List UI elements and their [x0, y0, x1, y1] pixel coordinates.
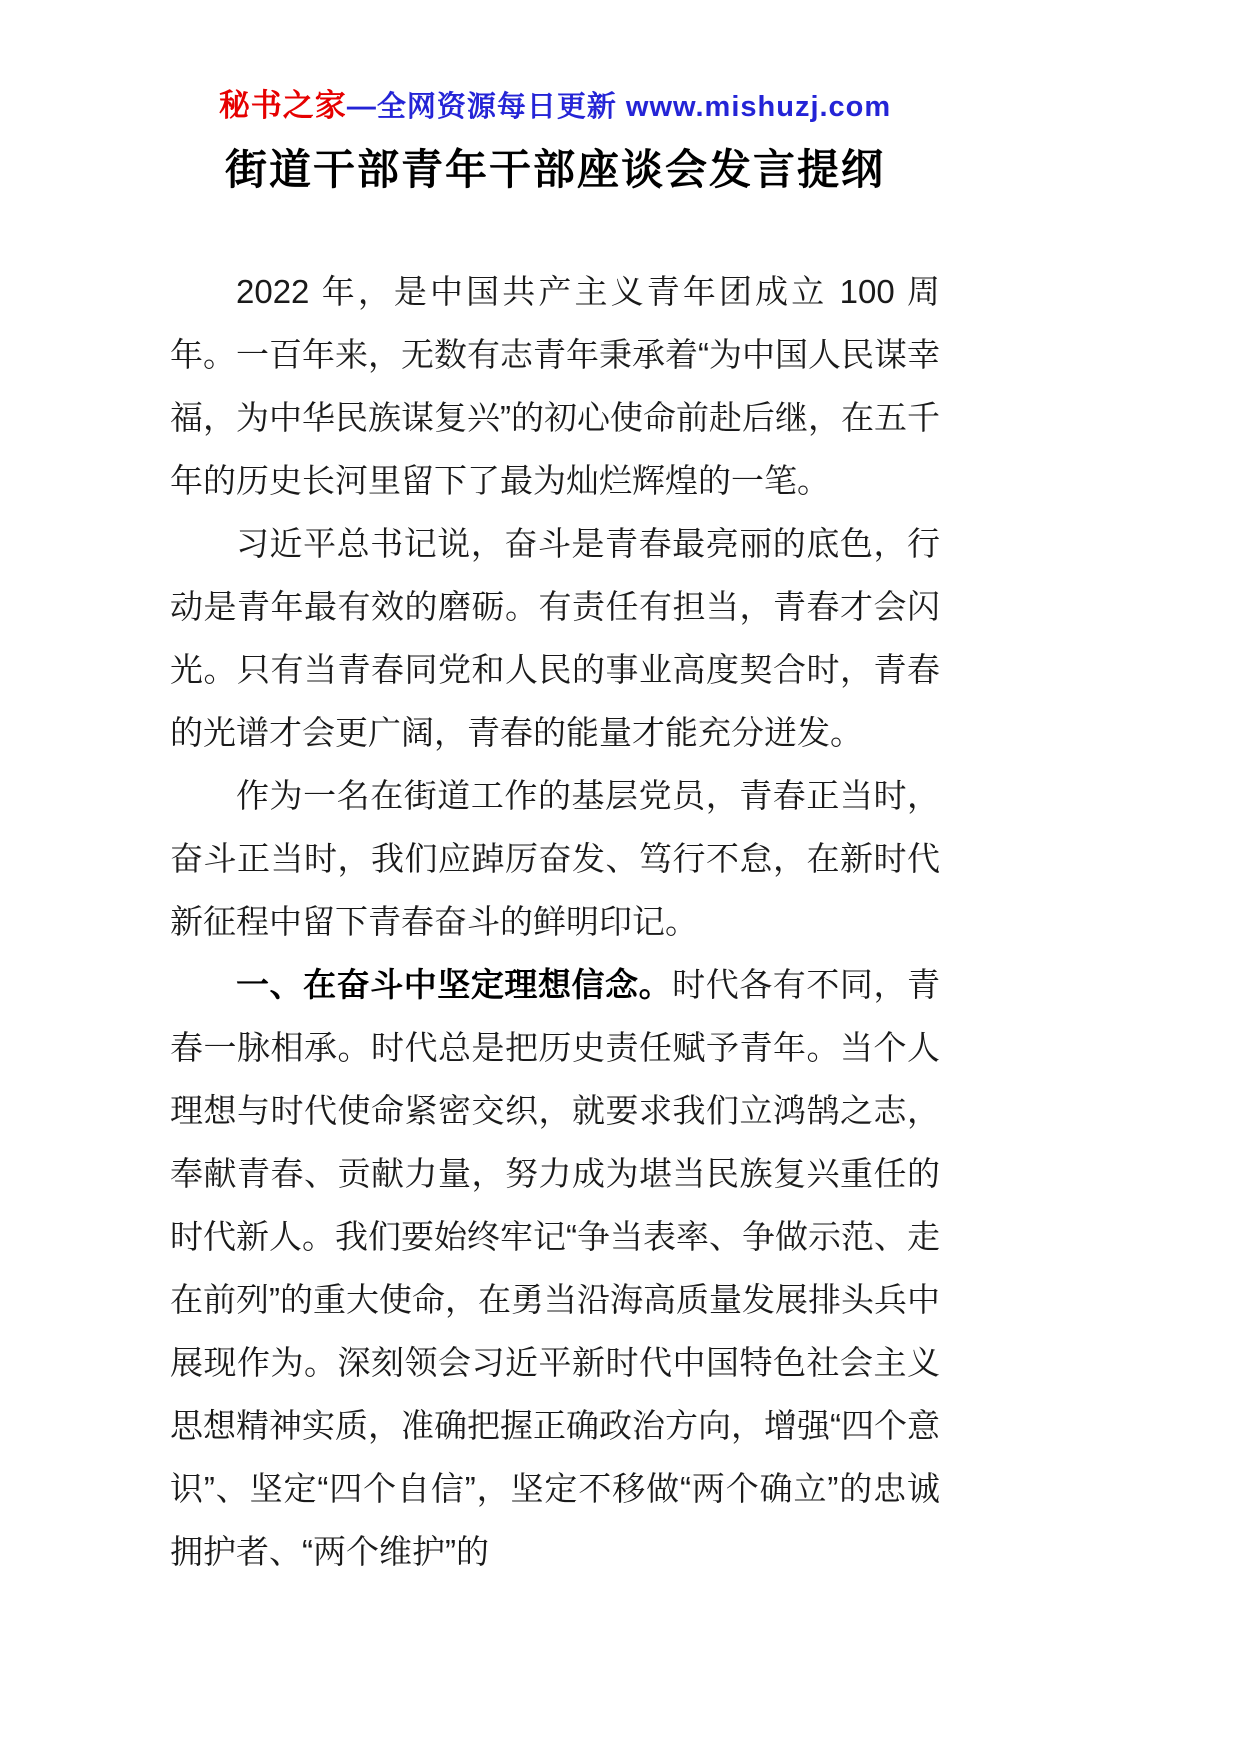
- site-brand: 秘书之家: [218, 88, 347, 123]
- paragraph: 作为一名在街道工作的基层党员，青春正当时，奋斗正当时，我们应踔厉奋发、笃行不怠，在新时代新征程中留下青春奋斗的鲜明印记。: [170, 776, 940, 940]
- header-separator: —: [346, 91, 377, 123]
- document-body: [170, 260, 940, 1583]
- paragraph: 习近平总书记说，奋斗是青春最亮丽的底色，行动是青年最有效的磨砺。有责任有担当，青春才会闪光。只有当青春同党和人民的事业高度契合时，青春的光谱才会更广阔，青春的能量才能充分迸发。: [170, 524, 940, 751]
- paragraph: 一、在奋斗中坚定理想信念。时代各有不同，青春一脉相承。时代总是把历史责任赋予青年。当个人理想与时代使命紧密交织，就要求我们立鸿鹄之志，奉献青春、贡献力量，努力成为堪当民族复兴重任的时代新人。我们要始终牢记“争当表率、争做示范、走在前列”的重大使命，在勇当沿海高质量发展排头兵中展现作为。深刻领会习近平新时代中国特色社会主义思想精神实质，准确把握正确政治方向，增强“四个意识”、坚定“四个自信”，坚定不移做“两个确立”的忠诚拥护者、“两个维护”的: [170, 965, 941, 1570]
- paragraph: 2022 年，是中国共产主义青年团成立 100 周年。一百年来，无数有志青年秉承着“为中国人民谋幸福，为中华民族谋复兴”的初心使命前赴后继，在五千年的历史长河里留下了最为灿烂辉煌的一笔。: [170, 272, 940, 499]
- site-header: [170, 80, 940, 125]
- site-tagline: 全网资源每日更新: [376, 91, 617, 123]
- document-title: 街道干部青年干部座谈会发言提纲: [224, 146, 885, 193]
- site-url: www.mishuzj.com: [625, 91, 892, 123]
- paragraph-lead: 一、在奋斗中坚定理想信念。: [236, 965, 673, 1003]
